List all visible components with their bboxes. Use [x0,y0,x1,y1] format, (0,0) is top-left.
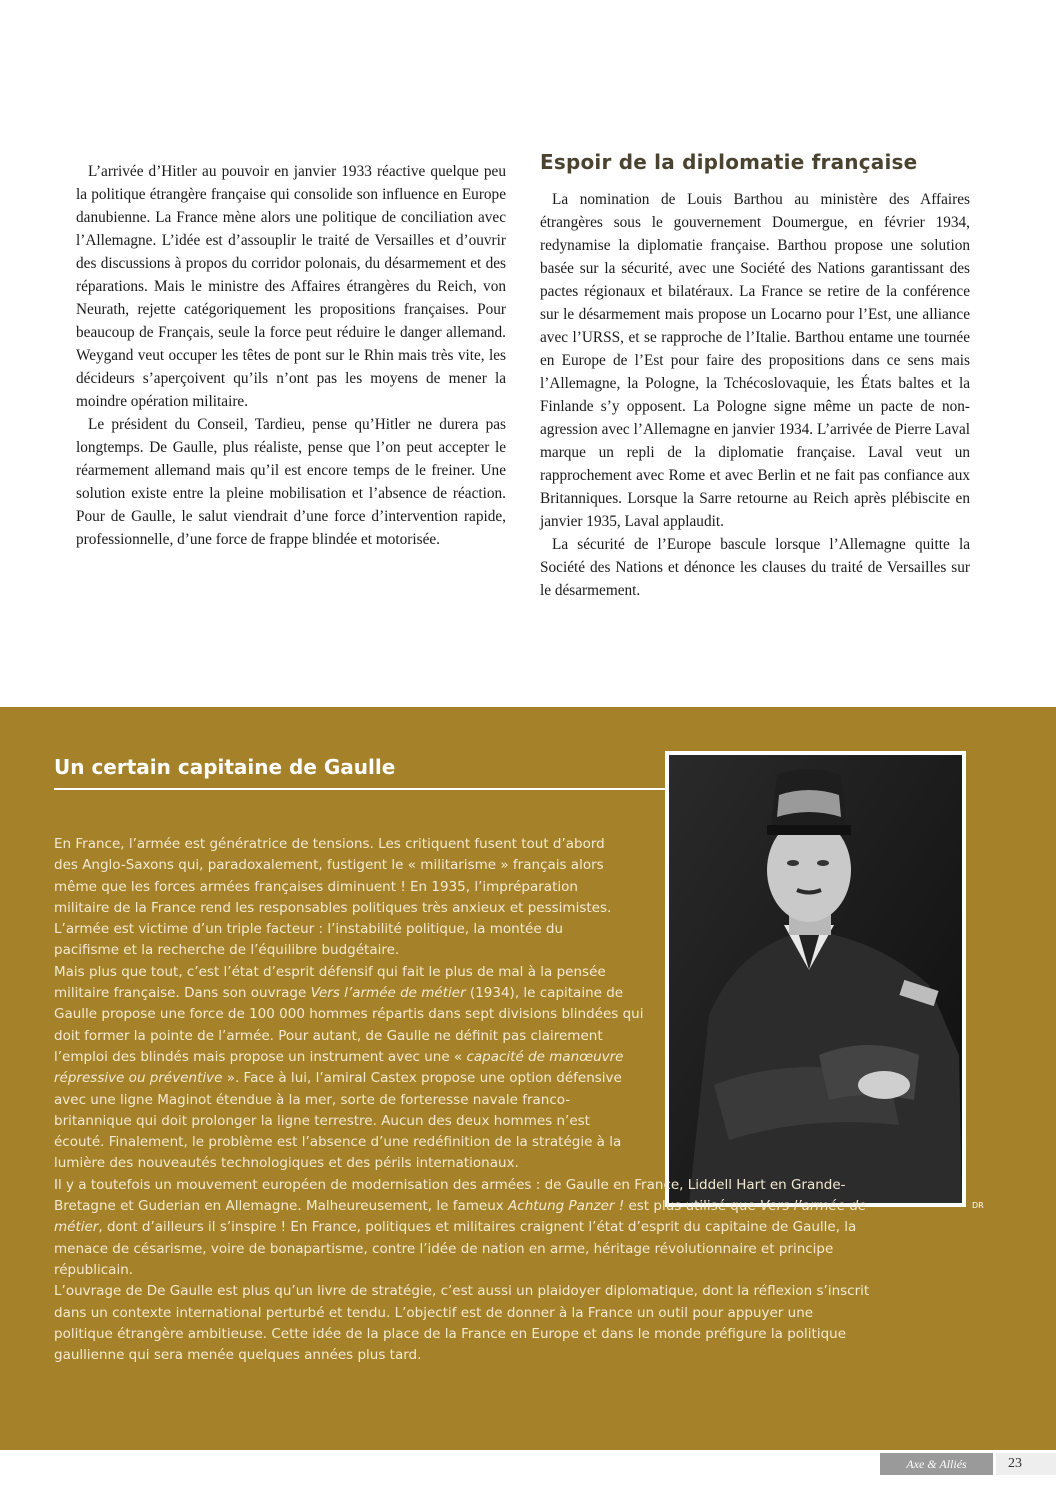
left-paragraph-2: Le président du Conseil, Tardieu, pense qu’Hitler ne durera pas longtemps. De Gaulle, plus réaliste, pense que l’on peut accepter le réarmement allemand mais qu’il est encore temps de le freiner. Une solution existe entre la pleine mobilisation et l’absence de réaction. Pour de Gaulle, le salut viendrait d’une force d’intervention rapide, professionnelle, d’une force de frappe blindée et motorisée. [76,416,506,548]
right-paragraph-1: La nomination de Louis Barthou au ministère des Affaires étrangères sous le gouvernement Doumergue, en février 1934, redynamise la diplomatie française. Barthou propose une solution basée sur la sécurité, avec une Société des Nations garantissant des pactes régionaux et bilatéraux. La France se retire de la conférence sur le désarmement mais propose un Locarno pour l’Est, une alliance avec l’URSS, et se rapproche de l’Italie. Barthou entame une tournée en Europe de l’Est pour faire des propositions dans ce sens mais l’Allemagne, la Pologne, la Tchécoslovaquie, les États baltes et la Finlande s’y opposent. La Pologne signe même un pacte de non-agression avec l’Allemagne en janvier 1934. L’arrivée de Pierre Laval marque un repli de la diplomatie française. Laval veut un rapprochement avec Rome et avec Berlin et ne fait pas confiance aux Britanniques. Lorsque la Sarre retourne au Reich après plébiscite en janvier 1935, Laval applaudit. [540,191,970,530]
quote-italic: capacité de manœuvre répressive ou préventive [54,1048,624,1087]
section-heading: Espoir de la diplomatie française [540,150,918,174]
book-title-achtung: Achtung Panzer ! [508,1198,625,1215]
box-paragraph-1: En France, l’armée est génératrice de tensions. Les critiquent fusent tout d’abord des Anglo-Saxons qui, paradoxalement, fustigent le « militarisme » français alors même que les forces armées françaises diminuent ! En 1935, l’impréparation militaire de la France rend les responsables politiques très anxieux et pessimistes. L’armée est victime d’un triple facteur : l’instabilité politique, la montée du pacifisme et la recherche de l’équilibre budgétaire. [54,836,612,959]
magazine-name: Axe & Alliés [880,1453,993,1475]
photo-credit: DR [972,1201,984,1210]
book-title: Vers l’armée de métier [310,985,466,1002]
right-paragraph-2: La sécurité de l’Europe bascule lorsque l’Allemagne quitte la Société des Nations et dénonce les clauses du traité de Versailles sur le désarmement. [540,536,970,599]
left-column [76,160,506,551]
box-paragraph-4: L’ouvrage de De Gaulle est plus qu’un livre de stratégie, c’est aussi un plaidoyer diplomatique, dont la réflexion s’inscrit dans un contexte international perturbé et tendu. L’objectif est de donner à la France un outil pour appuyer une politique étrangère ambitieuse. Cette idée de la place de la France en Europe et dans le monde préfigure la politique gaullienne qui sera menée quelques années plus tard. [54,1283,870,1364]
sidebar-box [0,707,1056,1450]
box-body [54,834,874,1366]
right-column [540,150,970,602]
box-paragraph-2: Mais plus que tout, c’est l’état d’esprit défensif qui fait le plus de mal à la pensée militaire française. Dans son ouvrage Vers l’armée de métier (1934), le capitaine de Gaulle propose une force de 100 000 hommes répartis dans sept divisions blindées qui doit former la pointe de l’armée. Pour autant, de Gaulle ne définit pas clairement l’emploi des blindés mais propose un instrument avec une « capacité de manœuvre répressive ou préventive ». Face à lui, l’amiral Castex propose une option défensive avec une ligne Maginot étendue à la mer, sorte de forteresse navale franco-britannique qui doit prolonger la ligne terrestre. Aucun des deux hommes n’est écouté. Finalement, le problème est l’absence d’une redéfinition de la stratégie à la lumière des nouveautés technologiques et des périls internationaux. [54,963,644,1172]
left-paragraph-1: L’arrivée d’Hitler au pouvoir en janvier 1933 réactive quelque peu la politique étrangère française qui consolide son influence en Europe danubienne. La France mène alors une politique de conciliation avec l’Allemagne. L’idée est d’assouplir le traité de Versailles et d’ouvrir des discussions à propos du corridor polonais, du désarmement et des réparations. Mais le ministre des Affaires étrangères du Reich, von Neurath, rejette catégoriquement les propositions françaises. Pour beaucoup de Français, seule la force peut réduire le danger allemand. Weygand veut occuper les têtes de pont sur le Rhin mais très vite, les décideurs s’aperçoivent qu’ils n’ont pas les moyens de mener la moindre opération militaire. [76,163,506,410]
box-title: Un certain capitaine de Gaulle [54,755,396,779]
title-divider [54,788,666,790]
box-paragraph-3: Il y a toutefois un mouvement européen de modernisation des armées : de Gaulle en France, Liddell Hart en Grande-Bretagne et Guderian en Allemagne. Malheureusement, le fameux Achtung Panzer ! est plus utilisé que Vers l’armée de métier, dont d’ailleurs il s’inspire ! En France, politiques et militaires craignent l’état d’esprit du capitaine de Gaulle, la menace de césarisme, voire de bonapartisme, contre l’idée de nation en arme, héritage révolutionnaire et principe républicain. [54,1176,867,1278]
book-title-2: Vers l’armée de métier [54,1198,867,1236]
page-number: 23 [996,1453,1056,1475]
